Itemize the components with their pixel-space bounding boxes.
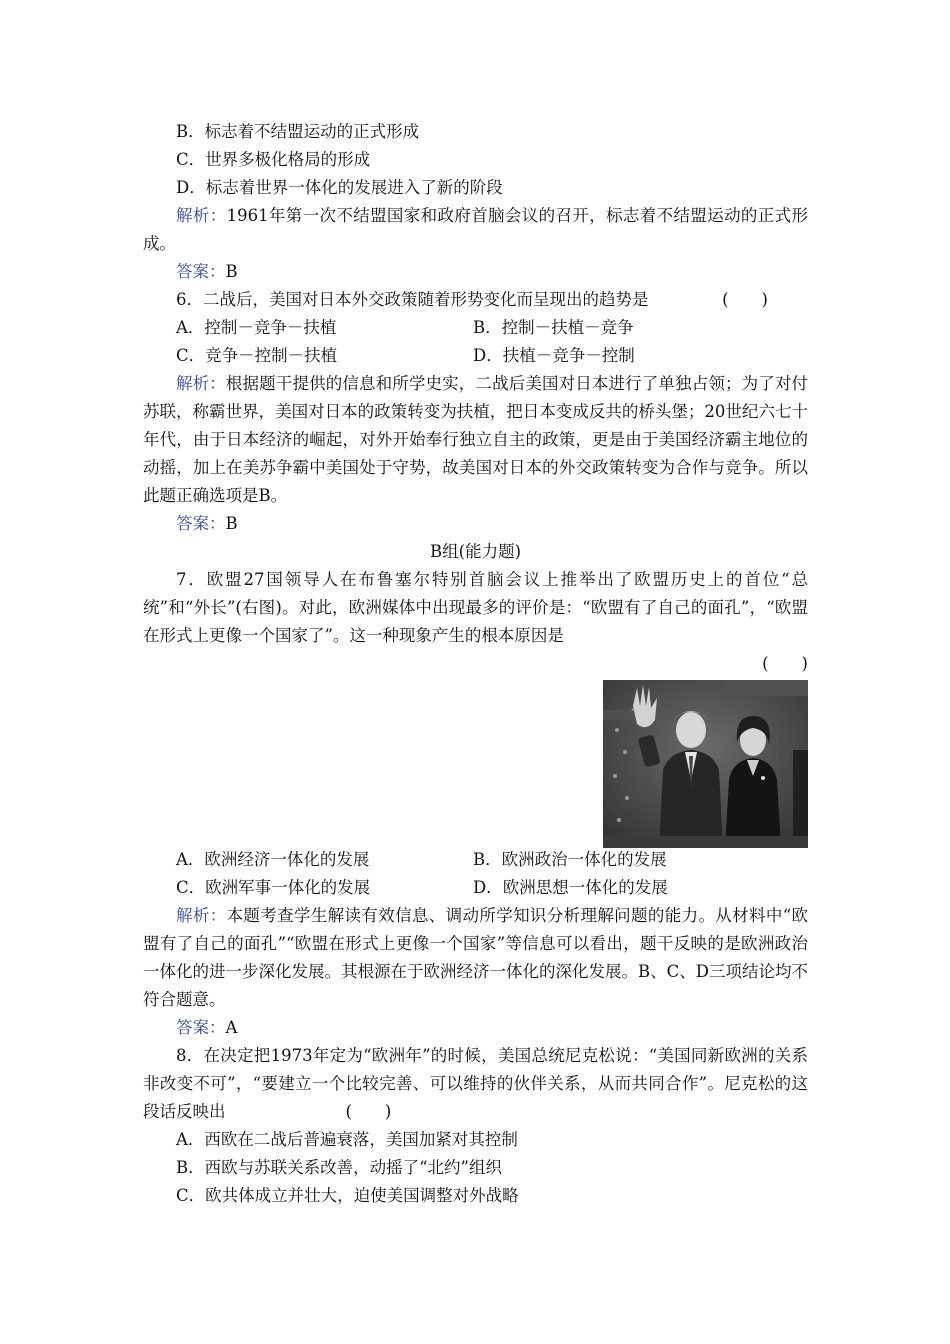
q7-stem: 7．欧盟27国领导人在布鲁塞尔特别首脑会议上推举出了欧盟历史上的首位“总统”和“外长”(右图)。对此，欧洲媒体中出现最多的评价是：“欧盟有了自己的面孔”，“欧盟在形式上更像一个国家了”。这一种现象产生的根本原因是 [143,570,808,645]
q7-option-c: C．欧洲军事一体化的发展 [176,878,371,897]
q7-answer-label: 答案： [176,1018,226,1037]
q6-stem [143,286,808,314]
q8-option-a: A．西欧在二战后普遍衰落，美国加紧对其控制 [176,1130,518,1149]
q5-analysis-text: 1961年第一次不结盟国家和政府首脑会议的召开，标志着不结盟运动的正式形成。 [143,206,808,253]
q5-option-b: B．标志着不结盟运动的正式形成 [176,122,420,141]
q7-analysis-label: 解析： [176,906,227,925]
q6-option-a: A．控制－竞争－扶植 [176,318,337,337]
q7-answer [143,1014,808,1042]
q6-answer [143,510,808,538]
eu-leaders-photo [603,680,808,848]
q7-answer-value: A [225,1018,238,1037]
q7-options-row-1 [143,846,808,874]
eu-leaders-photo-illustration [603,680,808,848]
document-page [143,118,808,1210]
q7-analysis [143,902,808,1014]
q5-option-c: C．世界多极化格局的形成 [176,150,371,169]
q8-stem [143,1042,808,1126]
q6-analysis-label: 解析： [176,374,226,393]
q6-options-row-1 [143,314,808,342]
q6-analysis [143,370,808,510]
q6-answer-value: B [225,514,238,533]
q5-option-d: D．标志着世界一体化的发展进入了新的阶段 [176,178,503,197]
q8-option-c: C．欧共体成立并壮大，迫使美国调整对外战略 [176,1186,519,1205]
q5-answer-label: 答案： [176,262,226,281]
q5-analysis-label: 解析： [176,206,227,225]
q7-option-b: B．欧洲政治一体化的发展 [473,850,667,869]
q6-stem-text: 6．二战后，美国对日本外交政策随着形势变化而呈现出的趋势是 [176,290,649,309]
q7-option-a: A．欧洲经济一体化的发展 [176,850,370,869]
q8-option-b: B．西欧与苏联关系改善，动摇了“北约”组织 [176,1158,502,1177]
q7-option-d: D．欧洲思想一体化的发展 [473,878,668,897]
q7-answer-bracket: ( ) [762,654,808,673]
q7-bracket-line [143,650,808,678]
q6-options-row-2 [143,342,808,370]
q6-option-d: D．扶植－竞争－控制 [473,346,635,365]
q6-option-c: C．竞争－控制－扶植 [176,346,338,365]
q7-analysis-text: 本题考查学生解读有效信息、调动所学知识分析理解问题的能力。从材料中“欧盟有了自己的面孔”“欧盟在形式上更像一个国家”等信息可以看出，题干反映的是欧洲政治一体化的进一步深化发展。其根源在于欧洲经济一体化的深化发展。B、C、D三项结论均不符合题意。 [143,906,809,1009]
q5-analysis [143,202,808,258]
q6-option-b: B．控制－扶植－竞争 [473,318,634,337]
q6-answer-label: 答案： [176,514,226,533]
q7-options-row-2 [143,874,808,902]
q8-answer-bracket: ( ) [345,1102,392,1121]
q8-stem-text: 8．在决定把1973年定为“欧洲年”的时候，美国总统尼克松说：“美国同新欧洲的关系非改变不可”，“要建立一个比较完善、可以维持的伙伴关系，从而共同合作”。尼克松的这段话反映出 [143,1046,808,1121]
q6-analysis-text: 根据题干提供的信息和所学史实，二战后美国对日本进行了单独占领；为了对付苏联，称霸世界，美国对日本的政策转变为扶植，把日本变成反共的桥头堡；20世纪六七十年代，由于日本经济的崛起，对外开始奉行独立自主的政策，更是由于美国经济霸主地位的动摇，加上在美苏争霸中美国处于守势，故美国对日本的外交政策转变为合作与竞争。所以此题正确选项是B。 [143,374,809,505]
q6-answer-bracket: ( ) [722,290,768,309]
group-b-title: B组(能力题) [430,542,521,561]
q5-answer-value: B [225,262,238,281]
q5-answer [143,258,808,286]
